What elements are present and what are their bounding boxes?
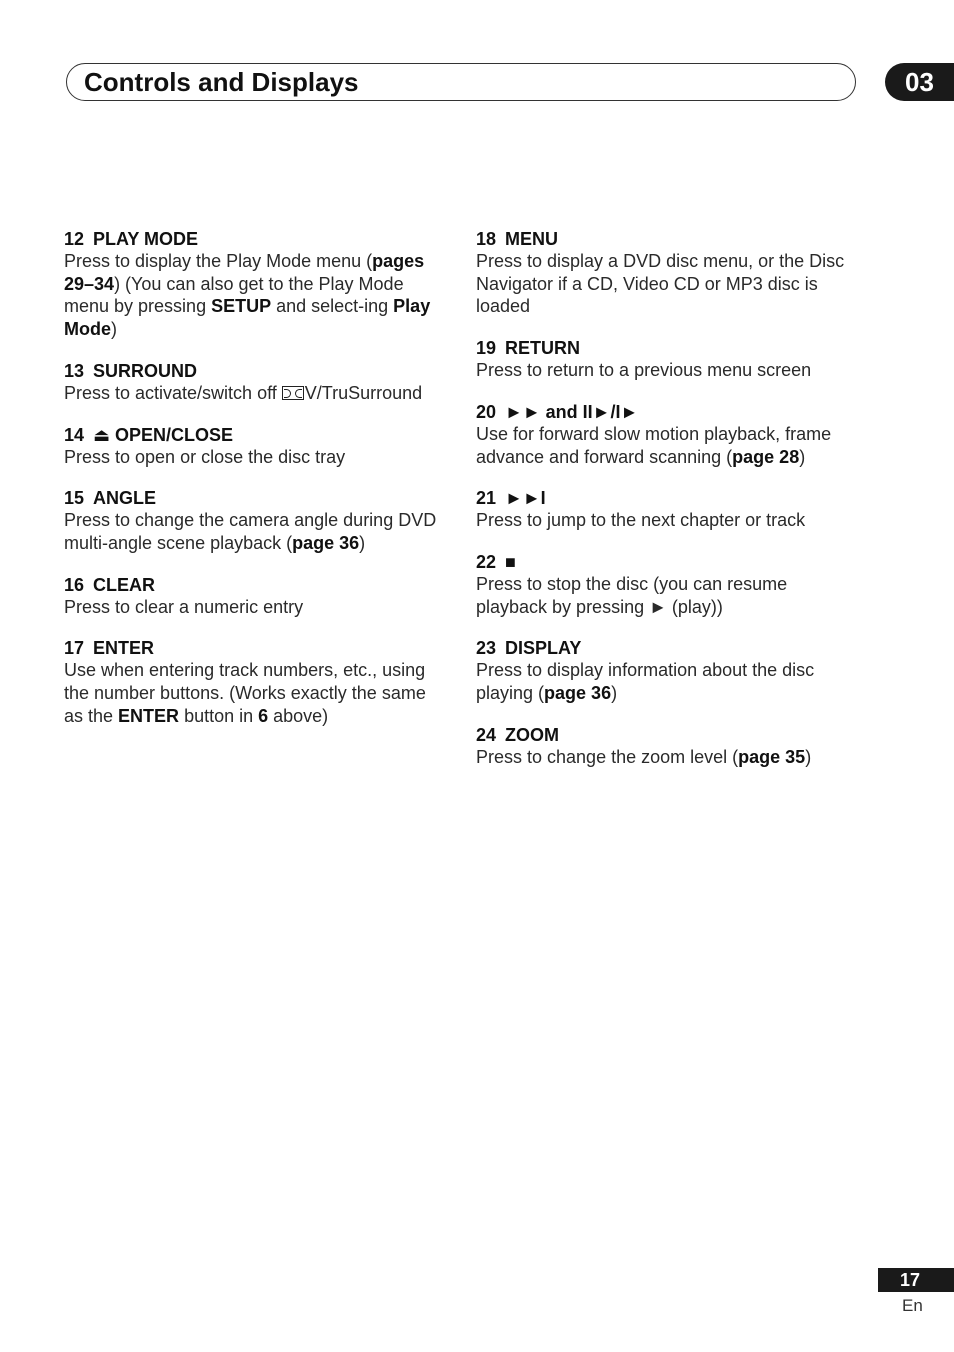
item-heading — [64, 574, 444, 596]
item-number: 22 — [476, 551, 497, 572]
bold-text: page 28 — [732, 446, 800, 467]
bold-text: page 36 — [292, 532, 360, 553]
item-description — [64, 382, 444, 405]
bold-text: ENTER — [118, 705, 180, 726]
text: Press to display a DVD disc menu, or the Disc Navigator if a CD, Video CD or MP3 disc is loaded — [476, 251, 845, 317]
text: ) — [799, 446, 806, 467]
bold-text: page 35 — [738, 746, 806, 767]
list-item — [476, 337, 856, 382]
item-number: 24 — [476, 724, 497, 745]
item-title: ►► and II►/I► — [505, 401, 639, 422]
item-description — [476, 359, 856, 382]
text: Press to return to a previous menu screen — [476, 360, 812, 381]
item-title: MENU — [505, 229, 559, 249]
text: Press to jump to the next chapter or track — [476, 510, 806, 531]
text: Press to display information about the disc playing ( — [476, 660, 815, 704]
item-heading — [476, 487, 856, 509]
item-title: ⏏ OPEN/CLOSE — [93, 424, 234, 445]
item-description — [64, 659, 444, 727]
item-number: 18 — [476, 229, 497, 249]
item-heading — [476, 337, 856, 359]
list-item — [476, 228, 856, 318]
item-heading — [64, 424, 444, 446]
item-heading — [64, 360, 444, 382]
list-item — [476, 487, 856, 532]
item-description — [476, 423, 856, 468]
bold-text: SETUP — [211, 296, 272, 317]
list-item — [64, 360, 444, 405]
list-item — [476, 724, 856, 769]
item-title: ENTER — [93, 638, 155, 659]
item-number: 23 — [476, 638, 497, 659]
dolby-logo-icon — [282, 386, 304, 400]
item-heading — [64, 637, 444, 659]
item-number: 19 — [476, 338, 497, 359]
item-number: 14 — [64, 424, 85, 445]
item-number: 15 — [64, 488, 85, 509]
item-number: 13 — [64, 360, 85, 381]
item-title: ►►I — [505, 488, 546, 509]
text: and select-ing — [271, 296, 394, 317]
item-title: PLAY MODE — [93, 229, 199, 249]
text: Use when entering track numbers, etc., using the number buttons. (Works exactly the same as the — [64, 660, 426, 726]
item-description — [64, 250, 444, 341]
item-heading — [476, 724, 856, 746]
list-item — [64, 424, 444, 469]
item-title: DISPLAY — [505, 638, 582, 659]
item-heading — [64, 487, 444, 509]
item-number: 12 — [64, 229, 85, 249]
bold-text: Play Mode — [64, 296, 431, 340]
text: ) (You can also get to the Play Mode menu by pressing — [64, 273, 404, 317]
text: Press to display the Play Mode menu ( — [64, 251, 373, 271]
list-item — [476, 551, 856, 618]
item-number: 20 — [476, 401, 497, 422]
item-description — [476, 746, 856, 769]
bold-text: page 36 — [544, 683, 612, 704]
text: above) — [268, 705, 329, 726]
chapter-tab: 03 — [885, 63, 954, 101]
item-description — [476, 573, 856, 618]
text: ) — [805, 746, 812, 767]
text: Use for forward slow motion playback, frame advance and forward scanning ( — [476, 423, 832, 467]
list-item — [64, 637, 444, 727]
item-description — [64, 509, 444, 554]
text: Press to activate/switch off — [64, 382, 282, 403]
item-description — [476, 659, 856, 704]
item-title: ■ — [505, 551, 516, 572]
item-title: ANGLE — [93, 488, 157, 509]
item-title: ZOOM — [505, 724, 560, 745]
text: ) — [359, 532, 366, 553]
item-number: 17 — [64, 638, 85, 659]
item-number: 16 — [64, 574, 85, 595]
item-description — [476, 250, 856, 318]
bold-text: pages 29–34 — [64, 251, 425, 294]
item-title: SURROUND — [93, 360, 198, 381]
text: Press to open or close the disc tray — [64, 446, 346, 467]
right-column — [476, 228, 856, 787]
list-item — [476, 637, 856, 704]
text: Press to change the camera angle during DVD multi-angle scene playback ( — [64, 510, 437, 553]
text: ) — [111, 319, 117, 340]
text: ) — [611, 683, 618, 704]
text: Press to stop the disc (you can resume playback by pressing ► (play)) — [476, 573, 788, 617]
item-number: 21 — [476, 488, 497, 509]
list-item — [64, 228, 444, 341]
page-number: 17 — [878, 1268, 954, 1292]
left-column — [64, 228, 444, 746]
item-description — [476, 509, 856, 532]
list-item — [64, 574, 444, 619]
item-title: RETURN — [505, 338, 581, 359]
page-title: Controls and Displays — [84, 67, 359, 97]
item-heading — [476, 551, 856, 573]
item-heading — [476, 228, 856, 250]
text: V/TruSurround — [304, 382, 423, 403]
text: Press to change the zoom level ( — [476, 746, 739, 767]
list-item — [64, 487, 444, 554]
item-heading — [64, 228, 444, 250]
text: button in — [179, 705, 259, 726]
text: Press to clear a numeric entry — [64, 596, 304, 617]
item-title: CLEAR — [93, 574, 156, 595]
language-label: En — [902, 1296, 923, 1315]
list-item — [476, 401, 856, 468]
item-description — [64, 446, 444, 469]
bold-text: 6 — [258, 705, 269, 726]
item-heading — [476, 401, 856, 423]
item-heading — [476, 637, 856, 659]
item-description — [64, 596, 444, 619]
